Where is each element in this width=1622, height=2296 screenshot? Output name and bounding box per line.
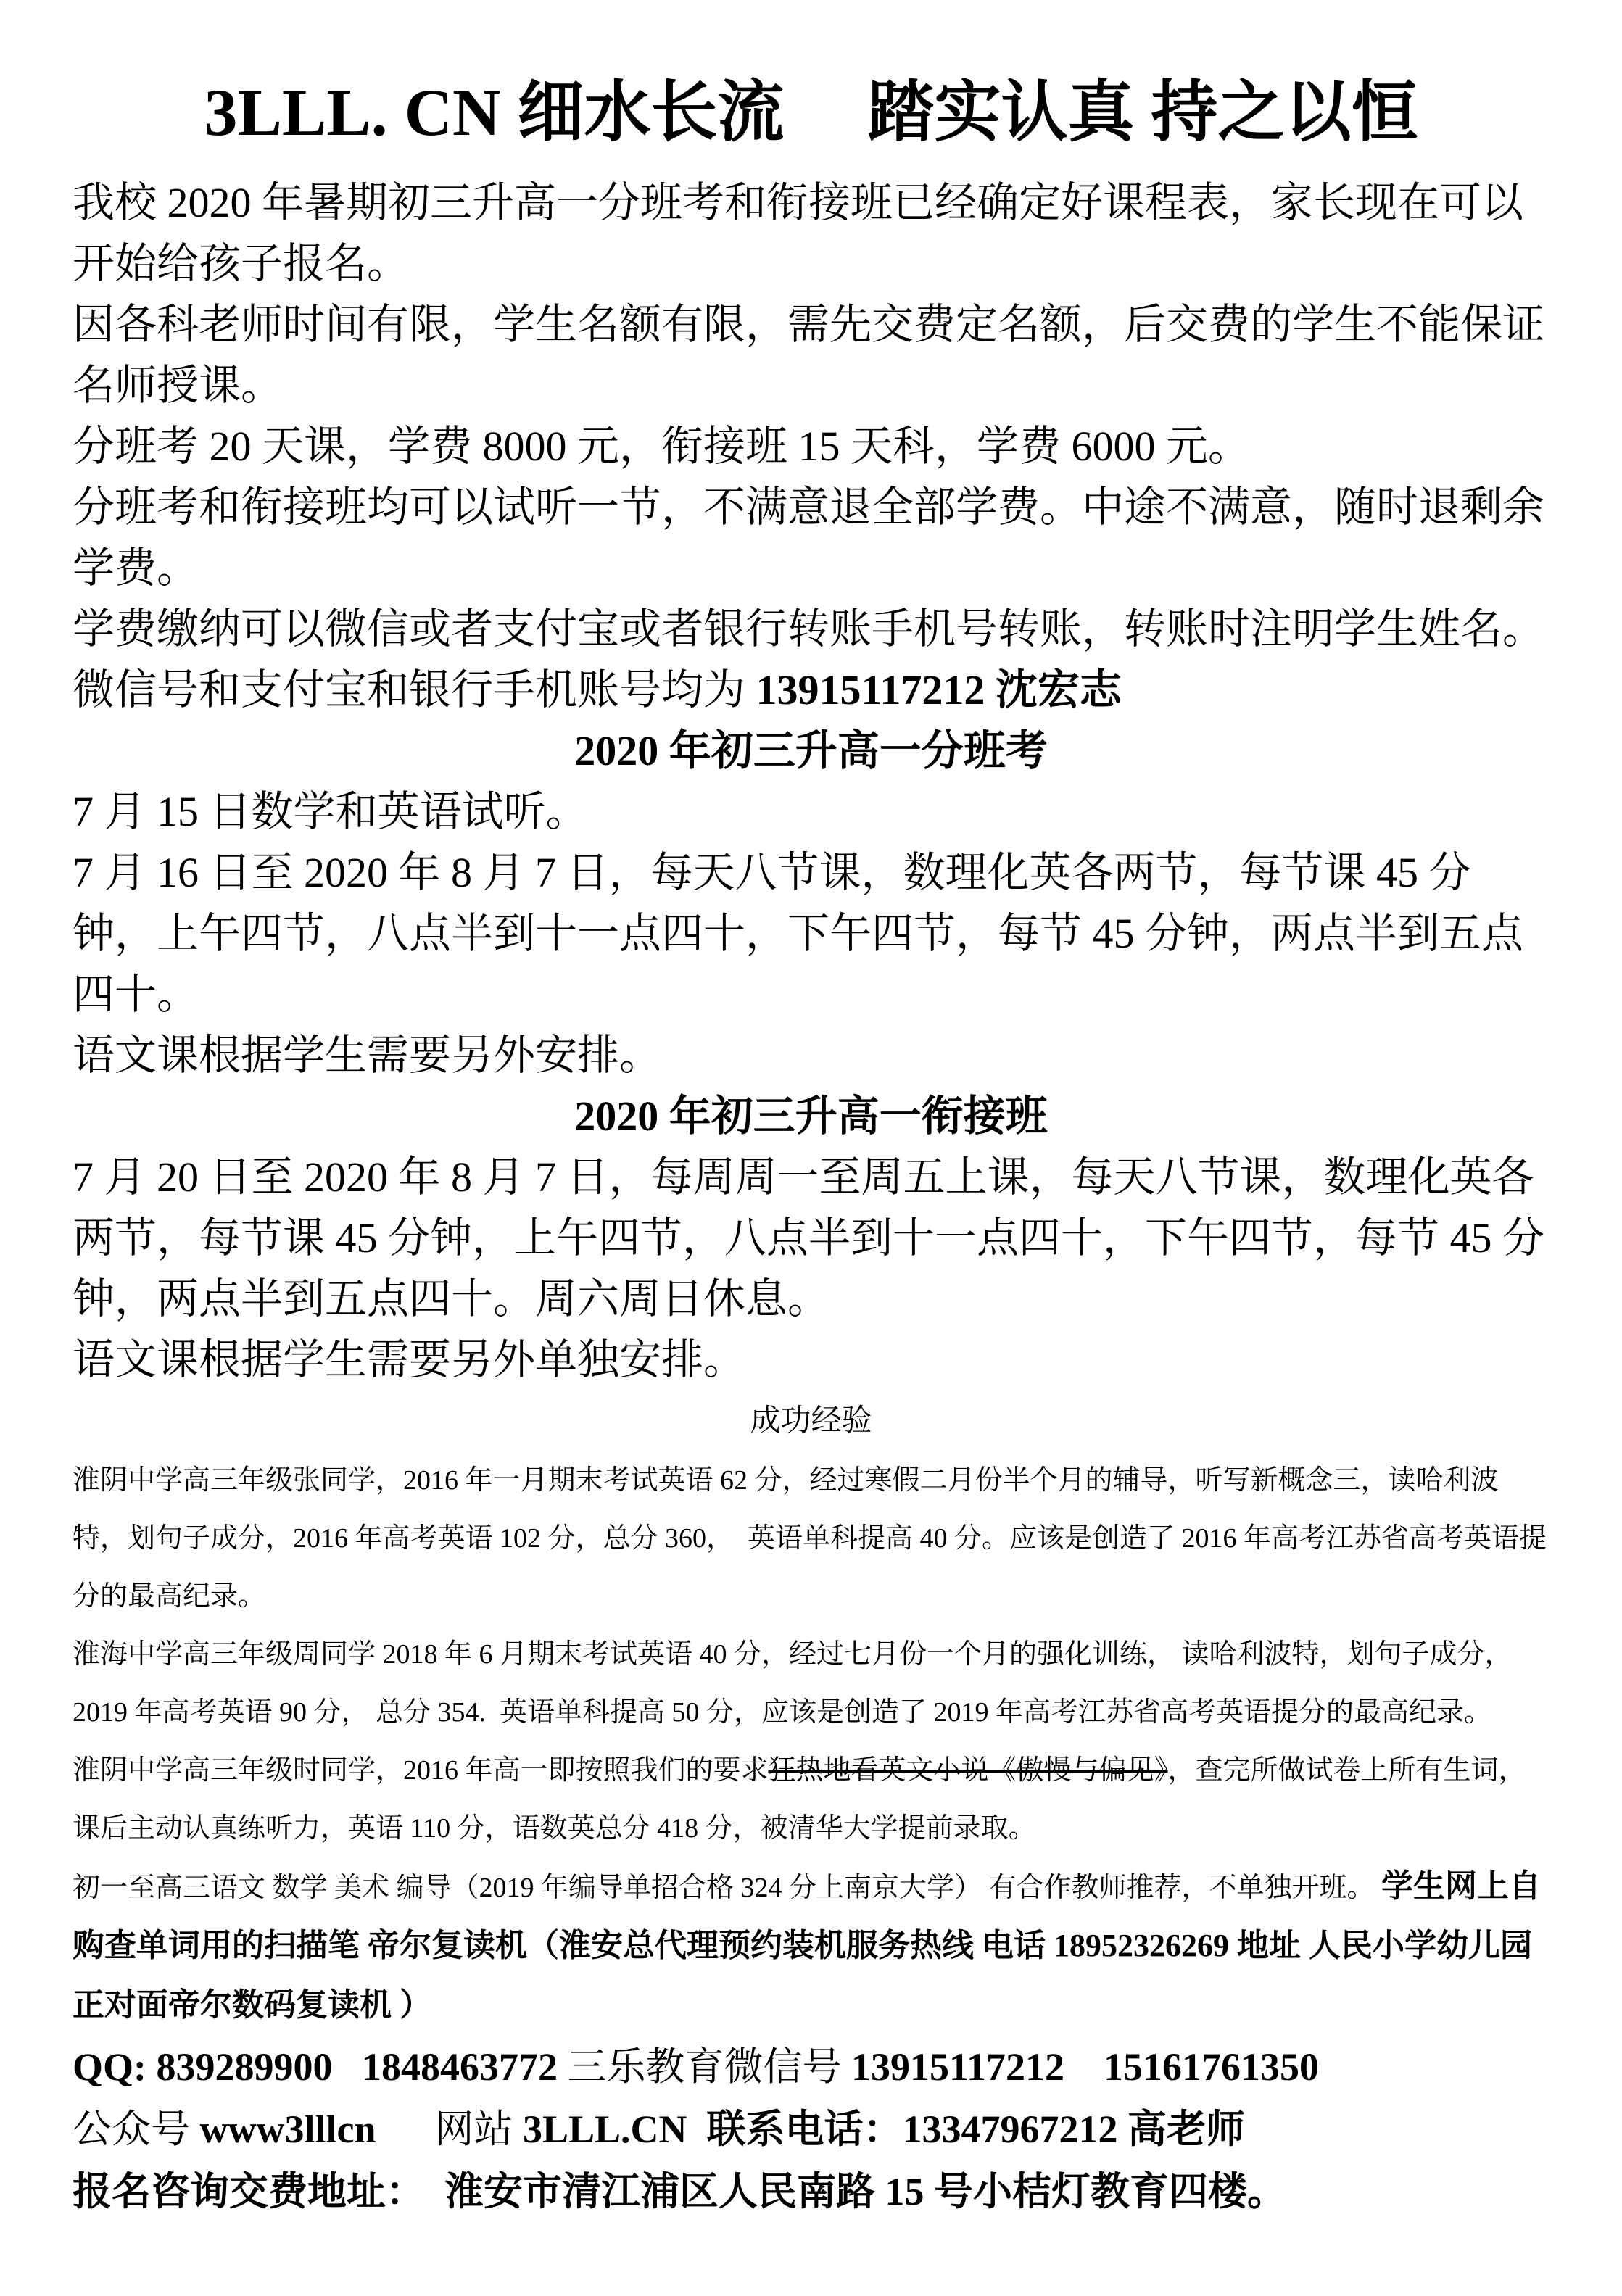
text-segment: 13915117212 沈宏志: [756, 666, 1122, 713]
placement-exam-trial: 7 月 15 日数学和英语试听。: [73, 788, 588, 835]
bridge-class-chinese-note: 语文课根据学生需要另外单独安排。: [73, 1336, 746, 1383]
text-segment: 联系电话：13347967212 高老师: [687, 2108, 1246, 2151]
text-segment: www3lllcn: [199, 2108, 376, 2151]
text-segment: 3LLL.CN: [523, 2108, 687, 2151]
contact-website-line: [73, 2098, 1549, 2160]
intro-section: [73, 173, 1549, 721]
text-segment: QQ: 839289900 1848463772: [73, 2045, 568, 2089]
contact-address-line: [73, 2160, 1549, 2223]
text-segment: 初一至高三语文 数学 美术 编导（2019 年编导单招合格 324 分上南京大学） 有合作教师推荐，不单独开班。: [73, 1873, 1382, 1903]
success-story-shi: [73, 1741, 1549, 1857]
placement-exam-section: [73, 782, 1549, 1086]
text-segment: 网站: [376, 2108, 523, 2151]
text-segment: 学生网上自购查单词用的扫描笔 帝尔复读机（淮安总代理预约装机服务热线 电话 18952326269 地址 人民小学幼儿园正对面帝尔数码复读机 ）: [73, 1868, 1542, 2023]
intro-paragraph-payment-account: [73, 660, 1549, 721]
success-section: [73, 1451, 1549, 2036]
contact-qq-line: [73, 2036, 1549, 2098]
text-segment: 报名咨询交费地址： 淮安市清江浦区人民南路 15 号小桔灯教育四楼。: [73, 2170, 1286, 2213]
text-segment: ，查完所做试卷上所有生词，课后主动认真练听力，英语 110 分，语数英总分 418 分，被清华大学提前录取。: [73, 1755, 1526, 1844]
intro-paragraph-quota: 因各科老师时间有限，学生名额有限，需先交费定名额，后交费的学生不能保证名师授课。: [73, 301, 1545, 409]
bridge-class-schedule: 7 月 20 日至 2020 年 8 月 7 日，每周周一至周五上课，每天八节课，数理化英各两节，每节课 45 分钟，上午四节，八点半到十一点四十，下午四节，每节 45 分钟，两点半到五点四十。周六周日休息。: [73, 1153, 1545, 1322]
intro-paragraph-payment-methods: 学费缴纳可以微信或者支付宝或者银行转账手机号转账，转账时注明学生姓名。: [73, 605, 1545, 652]
text-segment: 狂热地看英文小说《傲慢与偏见》: [768, 1755, 1168, 1786]
intro-paragraph-signup: 我校 2020 年暑期初三升高一分班考和衔接班已经确定好课程表，家长现在可以开始给孩子报名。: [73, 179, 1524, 287]
success-heading: 成功经验: [750, 1404, 872, 1438]
bridge-class-heading: 2020 年初三升高一衔接班: [574, 1093, 1048, 1140]
intro-paragraph-tuition: 分班考 20 天课，学费 8000 元，衔接班 15 天科，学费 6000 元。: [73, 423, 1251, 470]
text-segment: 淮阴中学高三年级时同学，2016 年高一即按照我们的要求: [73, 1755, 769, 1786]
text-segment: 13915117212 15161761350: [851, 2045, 1320, 2089]
bridge-class-section: [73, 1147, 1549, 1391]
placement-exam-heading: 2020 年初三升高一分班考: [574, 727, 1048, 774]
contact-section: [73, 2036, 1549, 2223]
page-title: 3LLL. CN 细水长流 踏实认真 持之以恒: [204, 75, 1418, 149]
text-segment: 微信号和支付宝和银行手机账号均为: [73, 666, 756, 713]
success-story-zhou: 淮海中学高三年级周同学 2018 年 6 月期末考试英语 40 分，经过七月份一个月的强化训练， 读哈利波特，划句子成分，2019 年高考英语 90 分， 总分 354. 英语单科提高 50 分，应该是创造了 2019 年高考江苏省高考英语提分的最高纪录。: [73, 1639, 1513, 1728]
placement-exam-schedule: 7 月 16 日至 2020 年 8 月 7 日，每天八节课，数理化英各两节，每节课 45 分钟，上午四节，八点半到十一点四十，下午四节，每节 45 分钟，两点半到五点四十。: [73, 849, 1524, 1018]
success-story-zhang: 淮阴中学高三年级张同学，2016 年一月期末考试英语 62 分，经过寒假二月份半个月的辅导，听写新概念三，读哈利波特，划句子成分，2016 年高考英语 102 分，总分 360， 英语单科提高 40 分。应该是创造了 2016 年高考江苏省高考英语提分的最高纪录。: [73, 1465, 1547, 1612]
course-and-device-info: [73, 1857, 1549, 2036]
intro-paragraph-refund: 分班考和衔接班均可以试听一节，不满意退全部学费。中途不满意，随时退剩余学费。: [73, 484, 1545, 592]
text-segment: 公众号: [73, 2108, 200, 2151]
placement-exam-chinese-note: 语文课根据学生需要另外安排。: [73, 1032, 662, 1079]
text-segment: 三乐教育微信号: [567, 2045, 851, 2089]
